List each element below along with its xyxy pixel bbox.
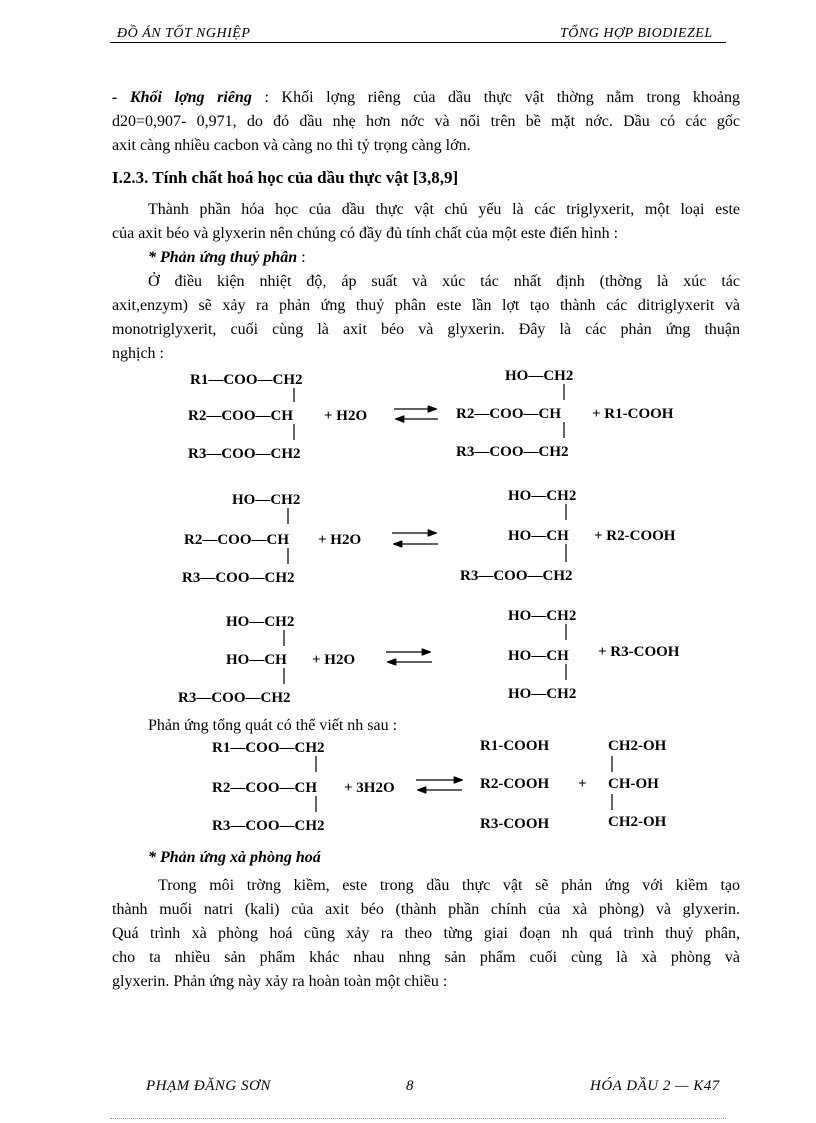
saponification-line-3: Quá trình xà phòng hoá cũng xảy ra theo từng giai đoạn nh quá trình thuỷ phân,	[112, 925, 740, 942]
gr-reactant-top: R1—COO—CH2	[212, 740, 325, 756]
section-heading: I.2.3. Tính chất hoá học của dầu thực vật [3,8,9]	[112, 168, 459, 187]
hydrolysis-line-1: Ở điều kiện nhiệt độ, áp suất và xúc tác nhất định (thờng là xúc tác	[148, 273, 740, 290]
saponification-line-2: thành muối natri (kali) của axit béo (thành phần chính của xà phòng) và glyxerin.	[112, 901, 740, 918]
r2-reactant-bottom: R3—COO—CH2	[182, 570, 295, 586]
footer-page-number: 8	[406, 1078, 414, 1094]
r2-plus-water: + H2O	[318, 532, 362, 548]
gr-glycerol-mid: CH-OH	[608, 776, 659, 792]
density-line-2: d20=0,907- 0,971, do đó dầu nhẹ hơn nớc và nổi trên bề mặt nớc. Dầu có các gốc	[112, 113, 740, 130]
r3-product-bottom: HO—CH2	[508, 686, 577, 702]
gr-plus: +	[578, 776, 587, 792]
density-line-1-rest: : Khối lợng riêng của dầu thực vật thờng nằm trong khoảng	[264, 89, 741, 106]
hydrolysis-line-3: monotriglyxerit, cuối cùng là axit béo và glyxerin. Đây là các phản ứng thuận	[112, 321, 740, 338]
composition-line-2: của axit béo và glyxerin nên chúng có đầy đủ tính chất của một este điển hình :	[112, 225, 619, 242]
saponification-line-5: glyxerin. Phản ứng này xảy ra hoàn toàn một chiều :	[112, 973, 448, 990]
gr-acid-2: R2-COOH	[480, 776, 550, 792]
r1-reactant-bottom: R3—COO—CH2	[188, 446, 301, 462]
r2-product-acid: + R2-COOH	[594, 528, 676, 544]
r3-product-top: HO—CH2	[508, 608, 577, 624]
r3-reactant-top: HO—CH2	[226, 614, 295, 630]
general-reaction-label-row	[112, 714, 740, 738]
r2-product-bottom: R3—COO—CH2	[460, 568, 573, 584]
hydrolysis-line-2: axit,enzym) sẽ xảy ra phản ứng thuỷ phân este lần lợt tạo thành các ditriglyxerit và	[112, 297, 740, 314]
gr-acid-3: R3-COOH	[480, 816, 550, 832]
r3-reactant-mid: HO—CH	[226, 652, 287, 668]
gr-glycerol-top: CH2-OH	[608, 738, 667, 754]
saponification-title-row	[112, 846, 740, 870]
r2-product-mid: HO—CH	[508, 528, 569, 544]
r3-product-acid: + R3-COOH	[598, 644, 680, 660]
r1-reactant-mid: R2—COO—CH	[188, 408, 293, 424]
hydrolysis-title: * Phản ứng thuỷ phân	[148, 249, 298, 266]
r1-product-top: HO—CH2	[505, 368, 574, 384]
density-line-3: axit càng nhiều cacbon và càng no thì tỷ trọng càng lớn.	[112, 137, 471, 154]
gr-acid-1: R1-COOH	[480, 738, 550, 754]
r3-product-mid: HO—CH	[508, 648, 569, 664]
reaction-1	[188, 368, 674, 462]
reaction-2	[182, 488, 676, 586]
footer-class: HÓA DẦU 2 — K47	[590, 1078, 720, 1094]
r2-reactant-mid: R2—COO—CH	[184, 532, 289, 548]
gr-plus-3water: + 3H2O	[344, 780, 395, 796]
r3-reactant-bottom: R3—COO—CH2	[178, 690, 291, 706]
r1-plus-water: + H2O	[324, 408, 368, 424]
saponification-paragraph	[112, 874, 740, 994]
density-label: - Khối lợng riêng	[112, 89, 252, 106]
gr-reactant-bottom: R3—COO—CH2	[212, 818, 325, 834]
hydrolysis-colon: :	[301, 249, 306, 266]
saponification-line-4: cho ta nhiều sản phẩm khác nhau nhng sản phẩm cuối cùng là xà phòng và	[112, 949, 740, 966]
saponification-title: * Phản ứng xà phòng hoá	[148, 849, 321, 866]
r1-product-acid: + R1-COOH	[592, 406, 674, 422]
header-left: ĐỒ ÁN TỐT NGHIỆP	[117, 26, 251, 41]
r1-reactant-top: R1—COO—CH2	[190, 372, 303, 388]
hydrolysis-line-4: nghịch :	[112, 345, 164, 362]
gr-glycerol-bottom: CH2-OH	[608, 814, 667, 830]
general-reaction-label: Phản ứng tổng quát có thể viết nh sau :	[148, 717, 398, 734]
r2-reactant-top: HO—CH2	[232, 492, 301, 508]
composition-line-1: Thành phần hóa học của dầu thực vật chủ yếu là các triglyxerit, một loại este	[148, 201, 740, 218]
footer-author: PHẠM ĐĂNG SƠN	[146, 1078, 271, 1094]
r1-product-mid: R2—COO—CH	[456, 406, 561, 422]
r3-plus-water: + H2O	[312, 652, 356, 668]
reaction-3	[178, 608, 680, 706]
header-right: TỔNG HỢP BIODIEZEL	[560, 26, 713, 41]
saponification-line-1: Trong môi trờng kiềm, este trong dầu thực vật sẽ phản ứng với kiềm tạo	[158, 877, 740, 894]
r1-product-bottom: R3—COO—CH2	[456, 444, 569, 460]
r2-product-top: HO—CH2	[508, 488, 577, 504]
footer-divider	[110, 1118, 726, 1119]
general-reaction	[212, 738, 667, 834]
gr-reactant-mid: R2—COO—CH	[212, 780, 317, 796]
